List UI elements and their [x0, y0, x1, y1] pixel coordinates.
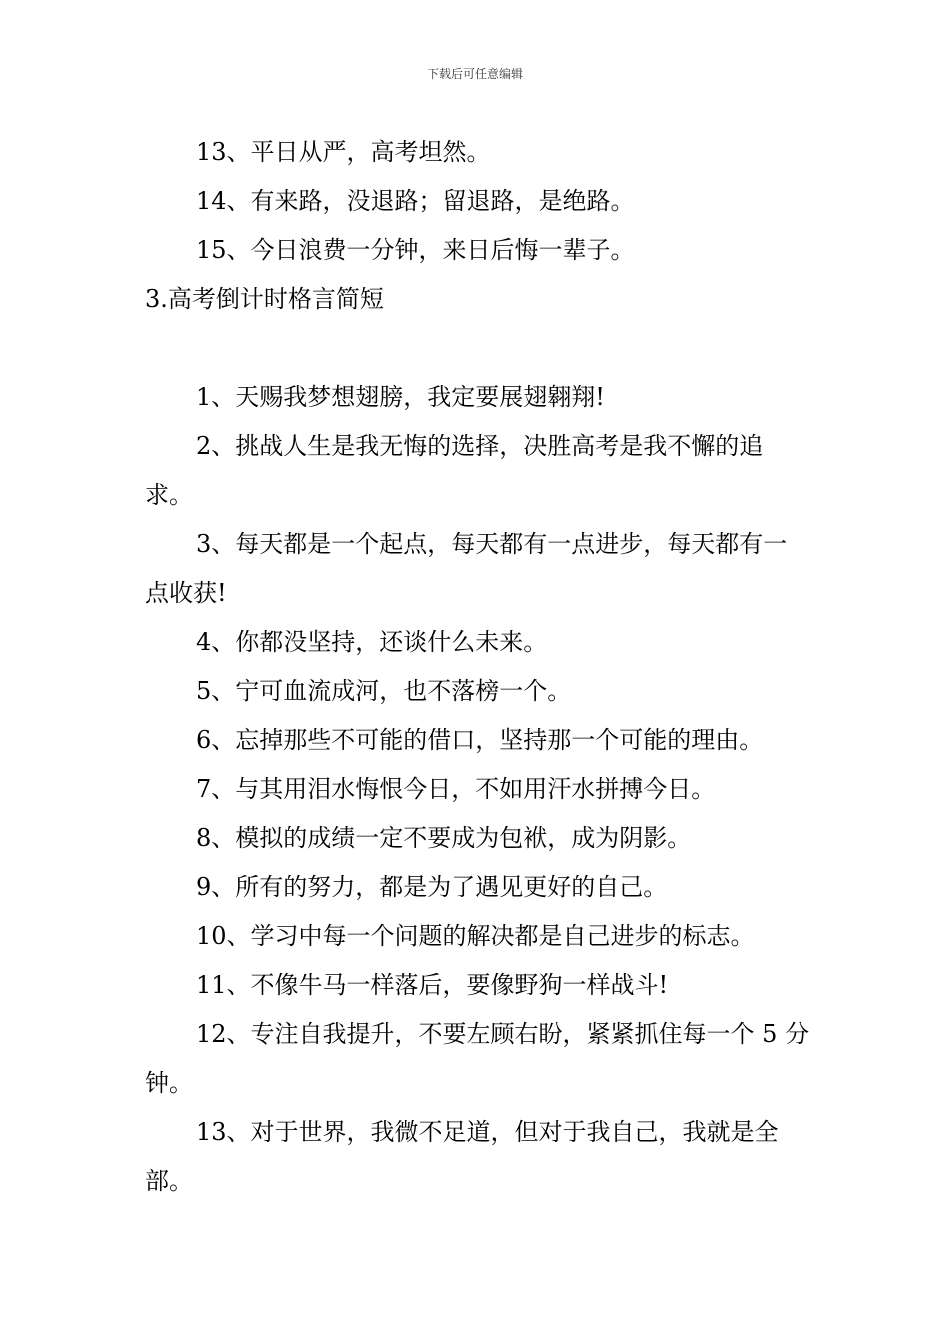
- list-item: 4、你都没坚持，还谈什么未来。: [196, 628, 548, 656]
- list-item: 1、天赐我梦想翅膀，我定要展翅翱翔!: [196, 383, 605, 411]
- list-item: 13、对于世界，我微不足道，但对于我自己，我就是全部。: [145, 1118, 779, 1195]
- list-item: 15、今日浪费一分钟，来日后悔一辈子。: [196, 236, 635, 264]
- blank-line: [145, 324, 810, 373]
- section-heading: 3.高考倒计时格言简短: [145, 285, 384, 313]
- list-item: 6、忘掉那些不可能的借口，坚持那一个可能的理由。: [196, 726, 764, 754]
- document-body: [145, 128, 810, 1206]
- list-item: 7、与其用泪水悔恨今日，不如用汗水拼搏今日。: [196, 775, 716, 803]
- list-item: 9、所有的努力，都是为了遇见更好的自己。: [196, 873, 668, 901]
- list-item: 8、模拟的成绩一定不要成为包袱，成为阴影。: [196, 824, 692, 852]
- list-item: 3、每天都是一个起点，每天都有一点进步，每天都有一点收获!: [145, 530, 788, 607]
- list-item: 10、学习中每一个问题的解决都是自己进步的标志。: [196, 922, 755, 950]
- list-item: 5、宁可血流成河，也不落榜一个。: [196, 677, 572, 705]
- list-item: 2、挑战人生是我无悔的选择，决胜高考是我不懈的追求。: [145, 432, 764, 509]
- list-item: 14、有来路，没退路；留退路，是绝路。: [196, 187, 635, 215]
- list-item: 13、平日从严，高考坦然。: [196, 138, 491, 166]
- list-item: 12、专注自我提升，不要左顾右盼，紧紧抓住每一个 5 分钟。: [145, 1020, 810, 1097]
- page-header: 下载后可任意编辑: [426, 67, 523, 81]
- list-item: 11、不像牛马一样落后，要像野狗一样战斗!: [196, 971, 669, 999]
